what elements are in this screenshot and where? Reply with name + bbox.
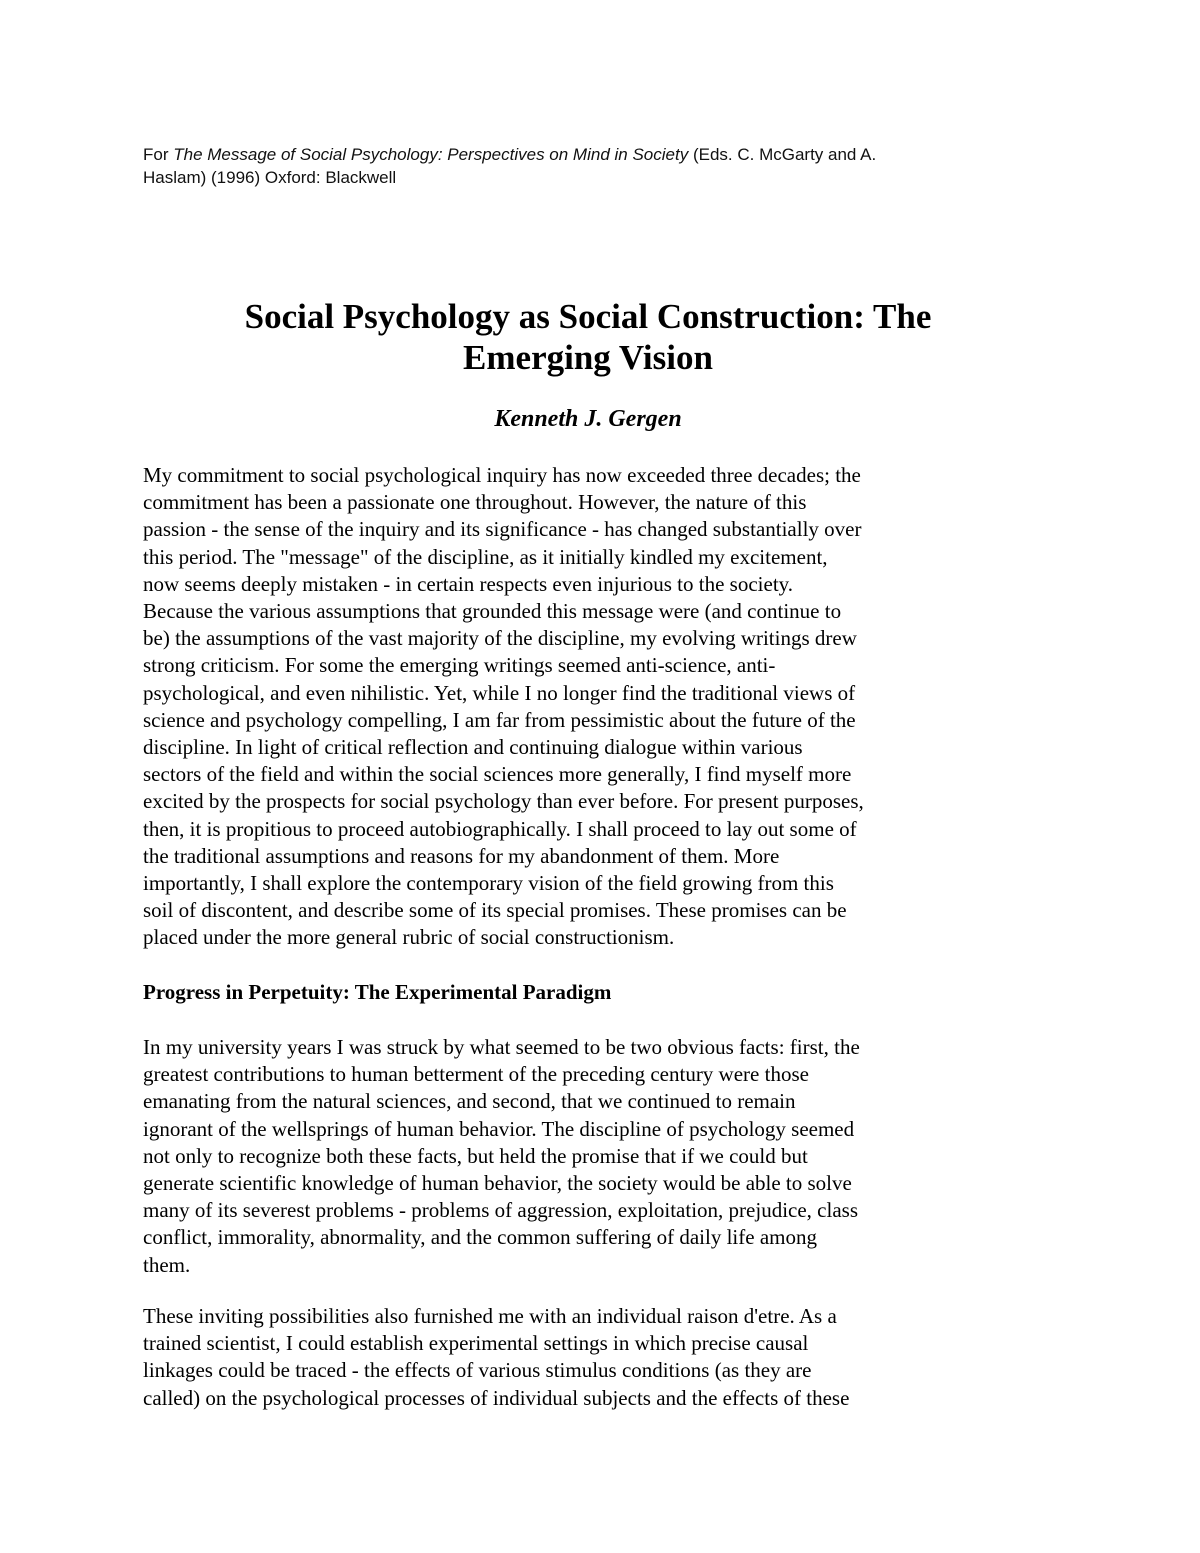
article-title-line: Social Psychology as Social Construction: The (244, 297, 932, 336)
article-author: Kenneth J. Gergen (494, 406, 682, 432)
text-line: In my university years I was struck by what seemed to be two obvious facts: first, the (143, 1035, 860, 1059)
paragraph-raison-detre (143, 1303, 963, 1412)
citation-note (143, 143, 943, 189)
text-line: the traditional assumptions and reasons for my abandonment of them. More (143, 843, 780, 868)
text-line: excited by the prospects for social psychology than ever before. For present purposes, (143, 789, 864, 814)
text-line: conflict, immorality, abnormality, and the common suffering of daily life among (143, 1225, 817, 1250)
text-line: not only to recognize both these facts, but held the promise that if we could but (143, 1143, 808, 1168)
text-line: sectors of the field and within the social sciences more generally, I find myself more (143, 762, 852, 787)
citation-prefix: For (143, 145, 174, 164)
text-line: called) on the psychological processes of individual subjects and the effects of these (143, 1385, 850, 1410)
text-line: importantly, I shall explore the contemporary vision of the field growing from this (143, 871, 834, 896)
text-line: generate scientific knowledge of human behavior, the society would be able to solve (143, 1171, 852, 1196)
paragraph-university-years (143, 1034, 963, 1279)
text-line: linkages could be traced - the effects of various stimulus conditions (as they are (143, 1358, 812, 1383)
text-line: then, it is propitious to proceed autobiographically. I shall proceed to lay out some of (143, 816, 857, 841)
text-line: My commitment to social psychological inquiry has now exceeded three decades; the (143, 463, 861, 487)
text-line: placed under the more general rubric of social constructionism. (143, 925, 675, 950)
text-line: soil of discontent, and describe some of its special promises. These promises can be (143, 898, 847, 923)
text-line: them. (143, 1252, 191, 1277)
text-line: psychological, and even nihilistic. Yet, while I no longer find the traditional views of (143, 680, 856, 705)
text-line: greatest contributions to human betterment of the preceding century were those (143, 1062, 809, 1087)
paragraph-intro (143, 462, 963, 952)
text-line: science and psychology compelling, I am far from pessimistic about the future of the (143, 707, 856, 732)
citation-book-title: The Message of Social Psychology: Perspectives on Mind in Society (173, 145, 689, 164)
text-line: trained scientist, I could establish experimental settings in which precise causal (143, 1331, 809, 1356)
text-line: now seems deeply mistaken - in certain respects even injurious to the society. (143, 571, 794, 596)
text-line: be) the assumptions of the vast majority of the discipline, my evolving writings drew (143, 626, 857, 651)
text-line: commitment has been a passionate one throughout. However, the nature of this (143, 490, 807, 515)
citation-publisher: Haslam) (1996) Oxford: Blackwell (143, 168, 397, 187)
text-line: These inviting possibilities also furnished me with an individual raison d'etre. As a (143, 1304, 837, 1328)
article-title-line: Emerging Vision (463, 338, 713, 377)
text-line: many of its severest problems - problems of aggression, exploitation, prejudice, class (143, 1198, 858, 1223)
citation-editors: (Eds. C. McGarty and A. (688, 145, 877, 164)
text-line: Because the various assumptions that grounded this message were (and continue to (143, 599, 842, 624)
text-line: discipline. In light of critical reflection and continuing dialogue within various (143, 735, 803, 760)
text-line: this period. The "message" of the discipline, as it initially kindled my excitement, (143, 544, 828, 569)
text-line: ignorant of the wellsprings of human behavior. The discipline of psychology seemed (143, 1116, 855, 1141)
text-line: strong criticism. For some the emerging writings seemed anti-science, anti- (143, 653, 776, 678)
article-title (143, 296, 1033, 378)
text-line: passion - the sense of the inquiry and its significance - has changed substantially over (143, 517, 862, 542)
section-heading: Progress in Perpetuity: The Experimental Paradigm (143, 980, 612, 1004)
text-line: emanating from the natural sciences, and second, that we continued to remain (143, 1089, 796, 1114)
